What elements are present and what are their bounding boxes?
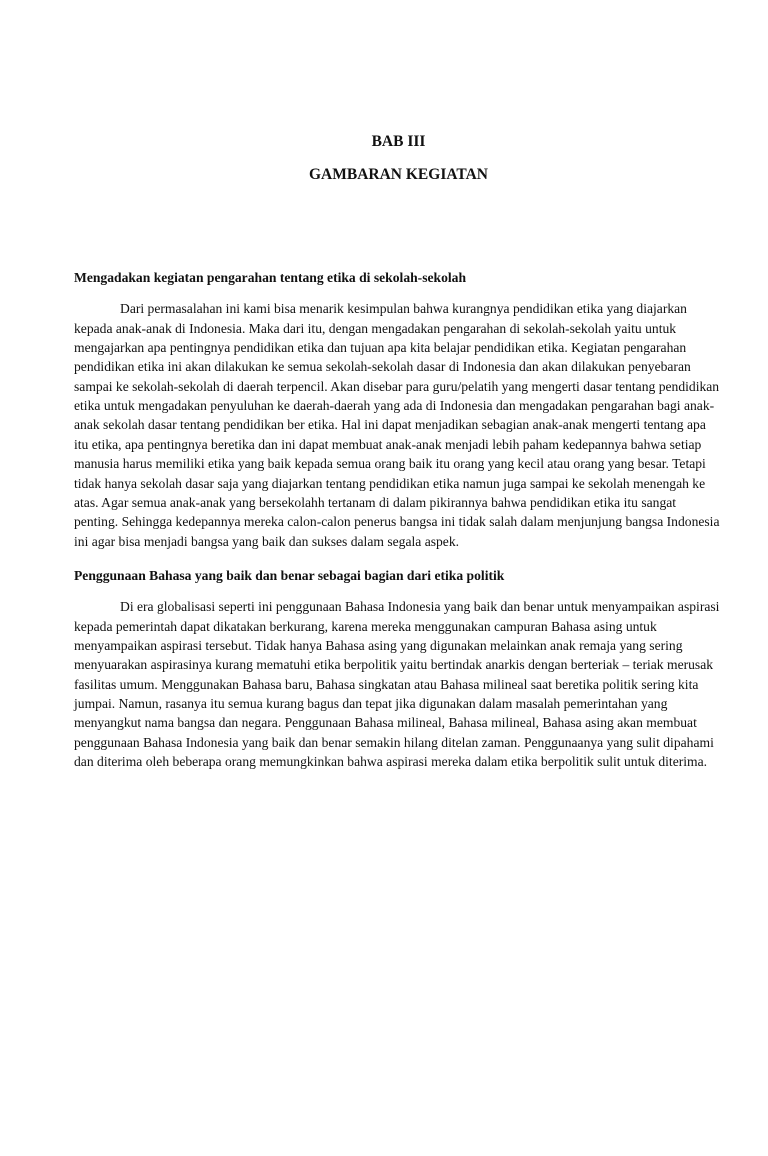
chapter-number: BAB III [371,133,426,150]
section-1 [74,268,723,551]
section-paragraph: Di era globalisasi seperti ini penggunaan Bahasa Indonesia yang baik dan benar untuk menyampaikan aspirasi kepada pemerintah dapat dikatakan berkurang, karena mereka menggunakan campuran Bahasa asing untuk menyampaikan aspirasi tersebut. Tidak hanya Bahasa asing yang digunakan melainkan anak remaja yang sering menyuarakan aspirasinya kurang mematuhi etika berpolitik yaitu bertindak anarkis dengan berteriak – teriak merusak fasilitas umum. Menggunakan Bahasa baru, Bahasa singkatan atau Bahasa milineal saat beretika politik sering kita jumpai. Namun, rasanya itu semua kurang bagus dan tepat jika digunakan dalam masalah pemerintahan yang menyangkut nama bangsa dan negara. Penggunaan Bahasa milineal, Bahasa milineal, Bahasa asing akan membuat penggunaan Bahasa Indonesia yang baik dan benar semakin hilang ditelan zaman. Penggunaanya yang sulit dipahami dan diterima oleh beberapa orang memungkinkan bahwa aspirasi mereka dalam etika berpolitik sulit untuk diterima. [74,599,720,770]
chapter-title: GAMBARAN KEGIATAN [309,166,488,183]
section-2 [74,566,723,772]
section-heading: Penggunaan Bahasa yang baik dan benar sebagai bagian dari etika politik [74,567,505,583]
section-heading: Mengadakan kegiatan pengarahan tentang etika di sekolah-sekolah [74,270,467,285]
section-paragraph: Dari permasalahan ini kami bisa menarik kesimpulan bahwa kurangnya pendidikan etika yang diajarkan kepada anak-anak di Indonesia. Maka dari itu, dengan mengadakan pengarahan di sekolah-sekolah yaitu untuk mengajarkan apa pentingnya pendidikan etika dan tujuan apa kita belajar pendidikan etika. Kegiatan pengarahan pendidikan etika ini akan dilakukan ke semua sekolah-sekolah dasar di Indonesia dan akan dilakukan penyebaran sampai ke sekolah-sekolah di daerah terpencil. Akan disebar para guru/pelatih yang mengerti dasar tentang pendidikan etika untuk mengadakan penyuluhan ke daerah-daerah yang ada di Indonesia dan mengadakan pengarahan bagi anak-anak sekolah dasar tentang pendidikan ber etika. Hal ini dapat menjadikan sebagian anak-anak mengerti tentang apa itu etika, apa pentingnya beretika dan ini dapat membuat anak-anak menjadi lebih paham kedepannya bahwa setiap manusia harus memiliki etika yang baik kepada semua orang baik itu orang yang kecil atau orang yang besar. Tetapi tidak hanya sekolah dasar saja yang diajarkan tentang pendidikan etika namun juga sampai ke sekolah menengah ke atas. Agar semua anak-anak yang bersekolahh tertanam di dalam pikirannya bahwa pendidikan etika itu sangat penting. Sehingga kedepannya mereka calon-calon penerus bangsa ini tidak salah dalam menjunjung bangsa Indonesia ini agar bisa menjadi bangsa yang baik dan sukses dalam segala aspek. [74,301,720,549]
document-page [0,132,768,1156]
